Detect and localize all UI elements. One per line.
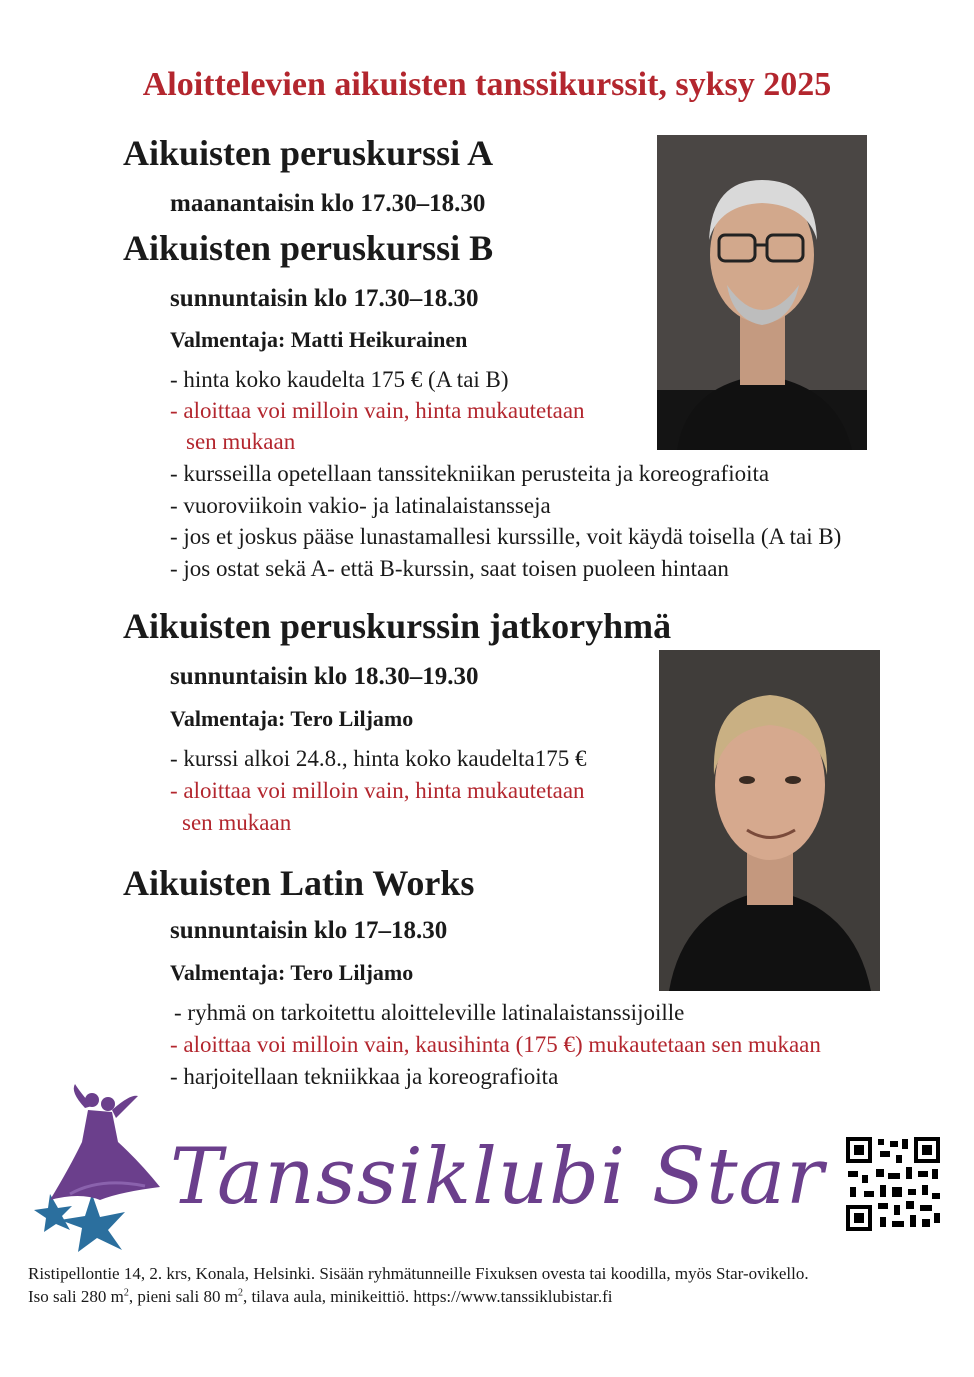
coach-photo-matti (657, 135, 867, 450)
course-d-schedule: sunnuntaisin klo 17–18.30 (170, 917, 448, 944)
course-d-heading: Aikuisten Latin Works (123, 863, 475, 903)
course-b-line: - hinta koko kaudelta 175 € (A tai B) (170, 367, 509, 392)
course-b-heading: Aikuisten peruskurssi B (123, 228, 494, 268)
course-c-schedule: sunnuntaisin klo 18.30–19.30 (170, 663, 479, 690)
course-b-line: - jos et joskus pääse lunastamallesi kurssille, voit käydä toisella (A tai B) (170, 524, 842, 549)
course-b-line: - vuoroviikoin vakio- ja latinalaistansseja (170, 493, 551, 518)
footer-big-hall: Iso sali 280 m (28, 1287, 124, 1306)
course-c-line: - kurssi alkoi 24.8., hinta koko kaudelta175 € (170, 746, 587, 771)
course-d-coach: Valmentaja: Tero Liljamo (170, 960, 414, 985)
footer-info (28, 1287, 613, 1307)
course-a-heading: Aikuisten peruskurssi A (123, 133, 494, 173)
footer-small-hall: , pieni sali 80 m (128, 1287, 238, 1306)
page-title: Aloittelevien aikuisten tanssikurssit, syksy 2025 (142, 66, 832, 103)
course-c-coach: Valmentaja: Tero Liljamo (170, 706, 414, 731)
course-b-line: - aloittaa voi milloin vain, hinta mukautetaan (170, 398, 585, 423)
course-a-schedule: maanantaisin klo 17.30–18.30 (170, 190, 486, 217)
course-b-coach: Valmentaja: Matti Heikurainen (170, 327, 468, 352)
course-b-line: sen mukaan (186, 429, 296, 454)
course-c-line: sen mukaan (182, 810, 292, 835)
course-b-schedule: sunnuntaisin klo 17.30–18.30 (170, 285, 479, 312)
qr-code-icon[interactable] (846, 1137, 940, 1231)
brand-wordmark: Tanssiklubi Star (170, 1132, 825, 1222)
course-b-line: - jos ostat sekä A- että B-kurssin, saat toisen puoleen hintaan (170, 556, 729, 581)
footer-website[interactable]: , tilava aula, minikeittiö. https://www.tanssiklubistar.fi (242, 1287, 613, 1306)
footer-address: Ristipellontie 14, 2. krs, Konala, Helsinki. Sisään ryhmätunneille Fixuksen ovesta tai koodilla, myös Star-ovikello. (28, 1264, 809, 1283)
course-d-line: - harjoitellaan tekniikkaa ja koreografioita (170, 1064, 559, 1089)
course-d-line: - ryhmä on tarkoitettu aloitteleville latinalaistanssijoille (174, 1000, 685, 1025)
course-c-heading: Aikuisten peruskurssin jatkoryhmä (123, 606, 672, 646)
course-d-line: - aloittaa voi milloin vain, kausihinta (175 €) mukautetaan sen mukaan (170, 1032, 821, 1057)
course-c-line: - aloittaa voi milloin vain, hinta mukautetaan (170, 778, 585, 803)
course-b-line: - kursseilla opetellaan tanssitekniikan perusteita ja koreografioita (170, 461, 770, 486)
footer-sup: 2 (123, 1287, 129, 1299)
coach-photo-tero (659, 650, 880, 991)
dancer-logo-icon (30, 1082, 165, 1252)
footer-sup: 2 (237, 1287, 243, 1299)
